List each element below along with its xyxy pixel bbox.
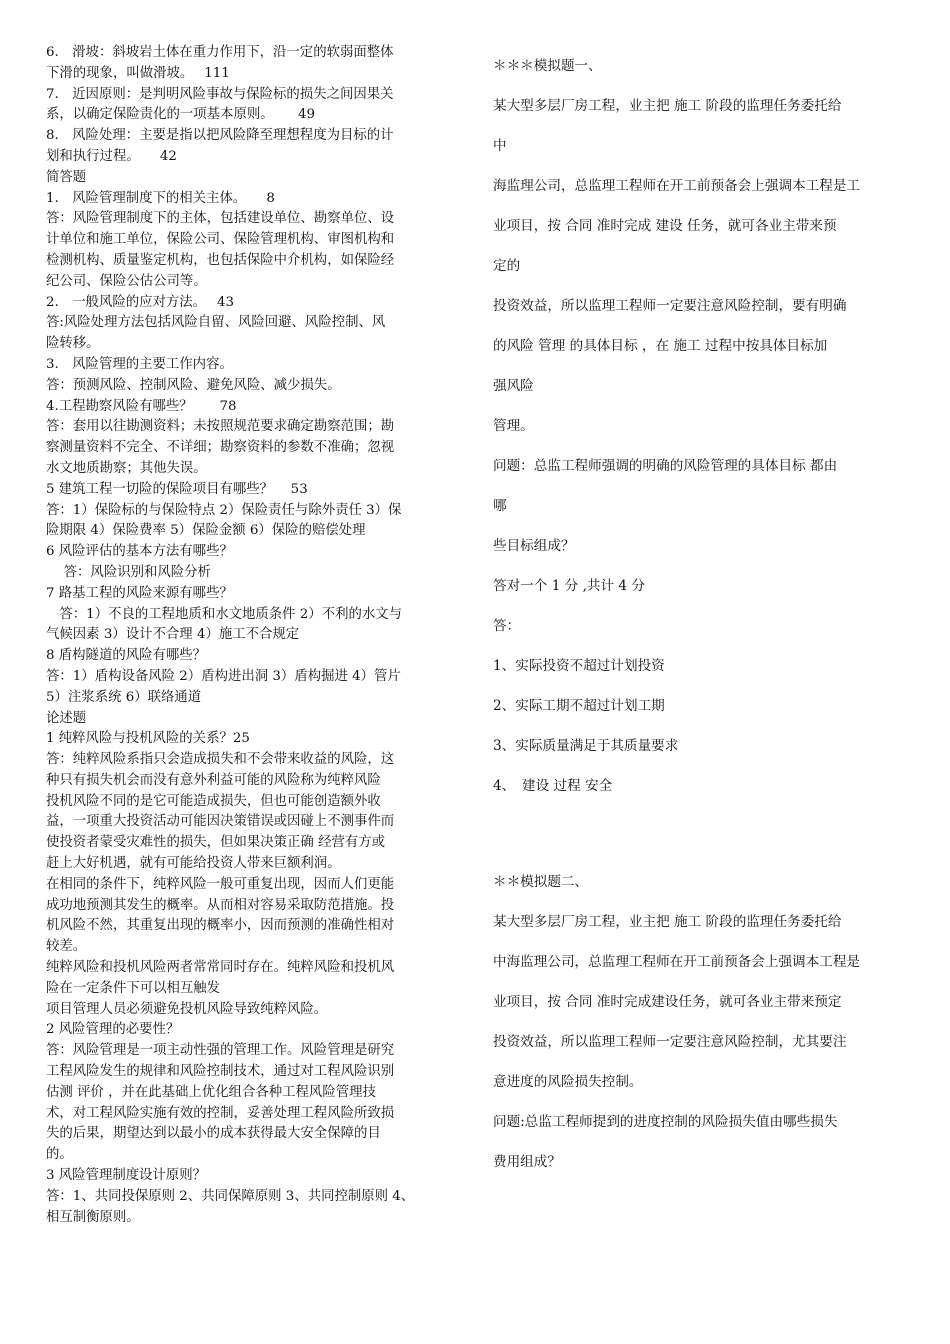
text-line: 相互制衡原则。 bbox=[46, 1209, 140, 1225]
text-line: 些目标组成？ bbox=[493, 538, 575, 554]
text-line: 计单位和施工单位，保险公司、保险管理机构、审图机构和 bbox=[46, 232, 395, 248]
text-line: 8 盾构隧道的风险有哪些？ bbox=[46, 648, 207, 664]
text-line: 问题：总监工程师强调的明确的风险管理的具体目标 都由 bbox=[493, 458, 838, 474]
text-line: 项目管理人员必须避免投机风险导致纯粹风险。 bbox=[46, 1001, 328, 1017]
text-line: 险期限 4）保险费率 5）保险金额 6）保险的赔偿处理 bbox=[46, 523, 366, 539]
text-line: 中 bbox=[493, 138, 507, 154]
text-line: 使投资者蒙受灾难性的损失，但如果决策正确 经营有方或 bbox=[46, 835, 386, 851]
text-line: 3 风险管理制度设计原则？ bbox=[46, 1168, 207, 1184]
text-line: 答：1）保险标的与保险特点 2）保险责任与除外责任 3）保 bbox=[46, 502, 402, 518]
text-line: 检测机构、质量鉴定机构，也包括保险中介机构，如保险经 bbox=[46, 252, 395, 268]
text-line: 强风险 bbox=[493, 378, 534, 394]
text-line: 中海监理公司，总监理工程师在开工前预备会上强调本工程是 bbox=[493, 954, 861, 970]
text-line: 某大型多层厂房工程，业主把 施工 阶段的监理任务委托给 bbox=[493, 98, 842, 114]
text-line: 问题:总监工程师提到的进度控制的风险损失值由哪些损失 bbox=[493, 1114, 838, 1130]
text-line: 投资效益，所以监理工程师一定要注意风险控制，要有明确 bbox=[493, 298, 847, 314]
text-line: 答:风险处理方法包括风险自留、风险回避、风险控制、风 bbox=[46, 315, 386, 331]
text-line: 5 建筑工程一切险的保险项目有哪些？ 53 bbox=[46, 481, 308, 497]
text-line: 答：风险识别和风险分析 bbox=[46, 564, 211, 580]
text-line: 答：1）盾构设备风险 2）盾构进出洞 3）盾构掘进 4）管片 bbox=[46, 668, 401, 684]
text-line: 管理。 bbox=[493, 418, 534, 434]
text-line: 7. 近因原则：是判明风险事故与保险标的损失之间因果关 bbox=[46, 86, 394, 102]
text-line: 纯粹风险和投机风险两者常常同时存在。纯粹风险和投机风 bbox=[46, 960, 395, 976]
text-line: 意进度的风险损失控制。 bbox=[493, 1074, 643, 1090]
text-line: 论述题 bbox=[46, 710, 87, 726]
text-line: 6. 滑坡：斜坡岩土体在重力作用下，沿一定的软弱面整体 bbox=[46, 45, 394, 60]
text-line: 答：套用以往勘测资料；未按照规范要求确定勘察范围；勘 bbox=[46, 419, 395, 435]
text-line: ＊＊模拟题二、 bbox=[493, 874, 589, 890]
text-line: 定的 bbox=[493, 258, 521, 274]
text-line: 答：预测风险、控制风险、避免风险、减少损失。 bbox=[46, 377, 341, 393]
text-line: 费用组成？ bbox=[493, 1154, 561, 1170]
text-line: 8. 风险处理：主要是指以把风险降至理想程度为目标的计 bbox=[46, 128, 394, 144]
text-line: 答：纯粹风险系指只会造成损失和不会带来收益的风险，这 bbox=[46, 752, 395, 768]
text-line: 3. 风险管理的主要工作内容。 bbox=[46, 356, 233, 372]
text-line: 的。 bbox=[46, 1147, 73, 1163]
text-line: 2、实际工期不超过计划工期 bbox=[493, 698, 665, 714]
text-line: 系，以确定保险责化的一项基本原则。 49 bbox=[46, 107, 316, 123]
text-line: 简答题 bbox=[46, 169, 87, 185]
text-line: 益，一项重大投资活动可能因决策错误或因碰上不测事件而 bbox=[46, 814, 395, 830]
text-line: 海监理公司，总监理工程师在开工前预备会上强调本工程是工 bbox=[493, 178, 861, 194]
text-line: 业项目，按 合同 准时完成 建设 任务，就可各业主带来预 bbox=[493, 218, 837, 234]
text-line: 划和执行过程。 42 bbox=[46, 148, 177, 164]
text-line: 投机风险不同的是它可能造成损失，但也可能创造额外收 bbox=[46, 793, 381, 809]
text-line: 业项目，按 合同 准时完成建设任务，就可各业主带来预定 bbox=[493, 994, 842, 1010]
text-line: 估测 评价 ，并在此基础上优化组合各种工程风险管理技 bbox=[46, 1084, 376, 1100]
right-column bbox=[493, 56, 913, 1192]
left-column bbox=[46, 43, 466, 1228]
text-line: 2. 一般风险的应对方法。 43 bbox=[46, 294, 235, 310]
text-line: 3、实际质量满足于其质量要求 bbox=[493, 738, 679, 754]
text-line: ＊＊＊模拟题一、 bbox=[493, 58, 602, 74]
text-line: 险在一定条件下可以相互触发 bbox=[46, 980, 221, 996]
text-line: 4.工程勘察风险有哪些？ 78 bbox=[46, 398, 237, 414]
text-line: 答：风险管理制度下的主体，包括建设单位、勘察单位、设 bbox=[46, 211, 395, 227]
text-line: 的风险 管理 的具体目标 ，在 施工 过程中按具体目标加 bbox=[493, 338, 828, 354]
text-line: 种只有损失机会而没有意外利益可能的风险称为纯粹风险 bbox=[46, 772, 381, 788]
text-line: 5）注浆系统 6）联络通道 bbox=[46, 689, 202, 705]
text-line: 6 风险评估的基本方法有哪些？ bbox=[46, 544, 233, 560]
blank-line bbox=[493, 816, 913, 856]
text-line: 答：1、共同投保原则 2、共同保障原则 3、共同控制原则 4、 bbox=[46, 1188, 415, 1204]
text-line: 术，对工程风险实施有效的控制，妥善处理工程风险所致损 bbox=[46, 1105, 395, 1121]
text-line: 成功地预测其发生的概率。从而相对容易采取防范措施。投 bbox=[46, 897, 395, 913]
text-line: 某大型多层厂房工程，业主把 施工 阶段的监理任务委托给 bbox=[493, 914, 842, 930]
text-line: 2 风险管理的必要性？ bbox=[46, 1022, 180, 1038]
text-line: 在相同的条件下，纯粹风险一般可重复出现，因而人们更能 bbox=[46, 876, 395, 892]
text-line: 答对一个 1 分 ,共计 4 分 bbox=[493, 578, 645, 594]
text-line: 答：风险管理是一项主动性强的管理工作。风险管理是研究 bbox=[46, 1043, 395, 1059]
text-line: 7 路基工程的风险来源有哪些？ bbox=[46, 585, 233, 601]
text-line: 较差。 bbox=[46, 939, 87, 955]
text-line: 哪 bbox=[493, 498, 507, 514]
text-line: 险转移。 bbox=[46, 336, 100, 352]
text-line: 下滑的现象，叫做滑坡。 111 bbox=[46, 65, 230, 81]
text-line: 纪公司、保险公估公司等。 bbox=[46, 273, 207, 289]
text-line: 气候因素 3）设计不合理 4）施工不合规定 bbox=[46, 627, 300, 643]
text-line: 4、 建设 过程 安全 bbox=[493, 778, 613, 794]
text-line: 水文地质勘察；其他失误。 bbox=[46, 460, 207, 476]
text-line: 1、实际投资不超过计划投资 bbox=[493, 658, 665, 674]
text-line: 失的后果，期望达到以最小的成本获得最大安全保障的目 bbox=[46, 1126, 381, 1142]
text-line: 1. 风险管理制度下的相关主体。 8 bbox=[46, 190, 275, 206]
text-line: 机风险不然，其重复出现的概率小，因而预测的准确性相对 bbox=[46, 918, 395, 934]
text-line: 工程风险发生的规律和风险控制技术，通过对工程风险识别 bbox=[46, 1064, 395, 1080]
text-line: 1 纯粹风险与投机风险的关系？25 bbox=[46, 731, 250, 747]
text-line: 察测量资料不完全、不详细；勘察资料的参数不准确；忽视 bbox=[46, 440, 395, 456]
text-line: 赶上大好机遇，就有可能给投资人带来巨额利润。 bbox=[46, 856, 341, 872]
text-line: 投资效益，所以监理工程师一定要注意风险控制，尤其要注 bbox=[493, 1034, 847, 1050]
text-line: 答：1）不良的工程地质和水文地质条件 2）不利的水文与 bbox=[46, 606, 403, 622]
text-line: 答： bbox=[493, 618, 521, 634]
